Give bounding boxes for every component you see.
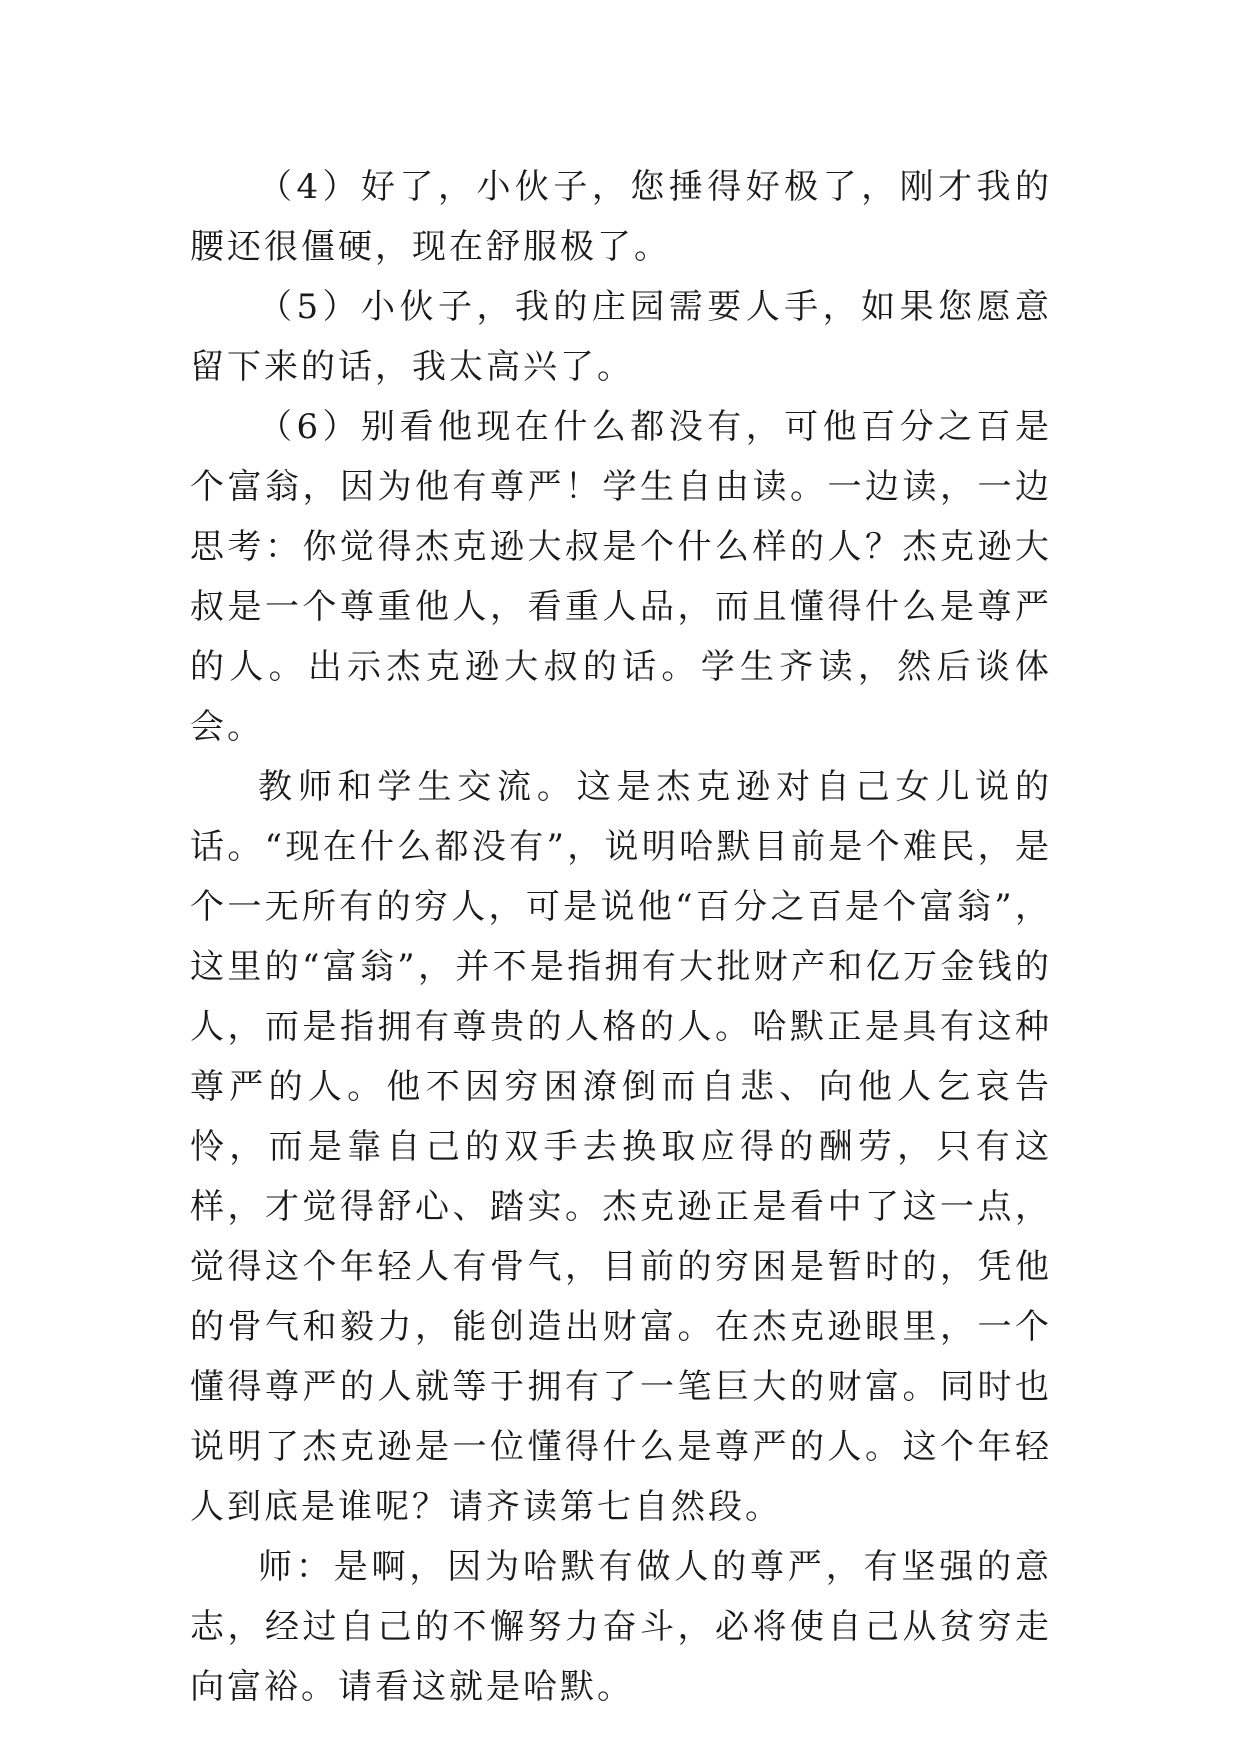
- paragraph-5: （5）小伙子，我的庄园需要人手，如果您愿意留下来的话，我太高兴了。: [190, 287, 1052, 387]
- document-page: [190, 157, 1052, 1717]
- paragraph-4: （4）好了，小伙子，您捶得好极了，刚才我的腰还很僵硬，现在舒服极了。: [190, 167, 1052, 267]
- paragraph-teacher-student-exchange: 教师和学生交流。这是杰克逊对自己女儿说的话。“现在什么都没有”，说明哈默目前是个难民，是个一无所有的穷人，可是说他“百分之百是个富翁”，这里的“富翁”，并不是指拥有大批财产和亿万金钱的人，而是指拥有尊贵的人格的人。哈默正是具有这种尊严的人。他不因穷困潦倒而自悲、向他人乞哀告怜，而是靠自己的双手去换取应得的酬劳，只有这样，才觉得舒心、踏实。杰克逊正是看中了这一点，觉得这个年轻人有骨气，目前的穷困是暂时的，凭他的骨气和毅力，能创造出财富。在杰克逊眼里，一个懂得尊严的人就等于拥有了一笔巨大的财富。同时也说明了杰克逊是一位懂得什么是尊严的人。这个年轻人到底是谁呢？请齐读第七自然段。: [190, 767, 1052, 1527]
- paragraph-teacher-remark: 师：是啊，因为哈默有做人的尊严，有坚强的意志，经过自己的不懈努力奋斗，必将使自己从贫穷走向富裕。请看这就是哈默。: [190, 1547, 1052, 1707]
- paragraph-6: （6）别看他现在什么都没有，可他百分之百是个富翁，因为他有尊严！学生自由读。一边读，一边思考：你觉得杰克逊大叔是个什么样的人？杰克逊大叔是一个尊重他人，看重人品，而且懂得什么是尊严的人。出示杰克逊大叔的话。学生齐读，然后谈体会。: [190, 407, 1052, 747]
